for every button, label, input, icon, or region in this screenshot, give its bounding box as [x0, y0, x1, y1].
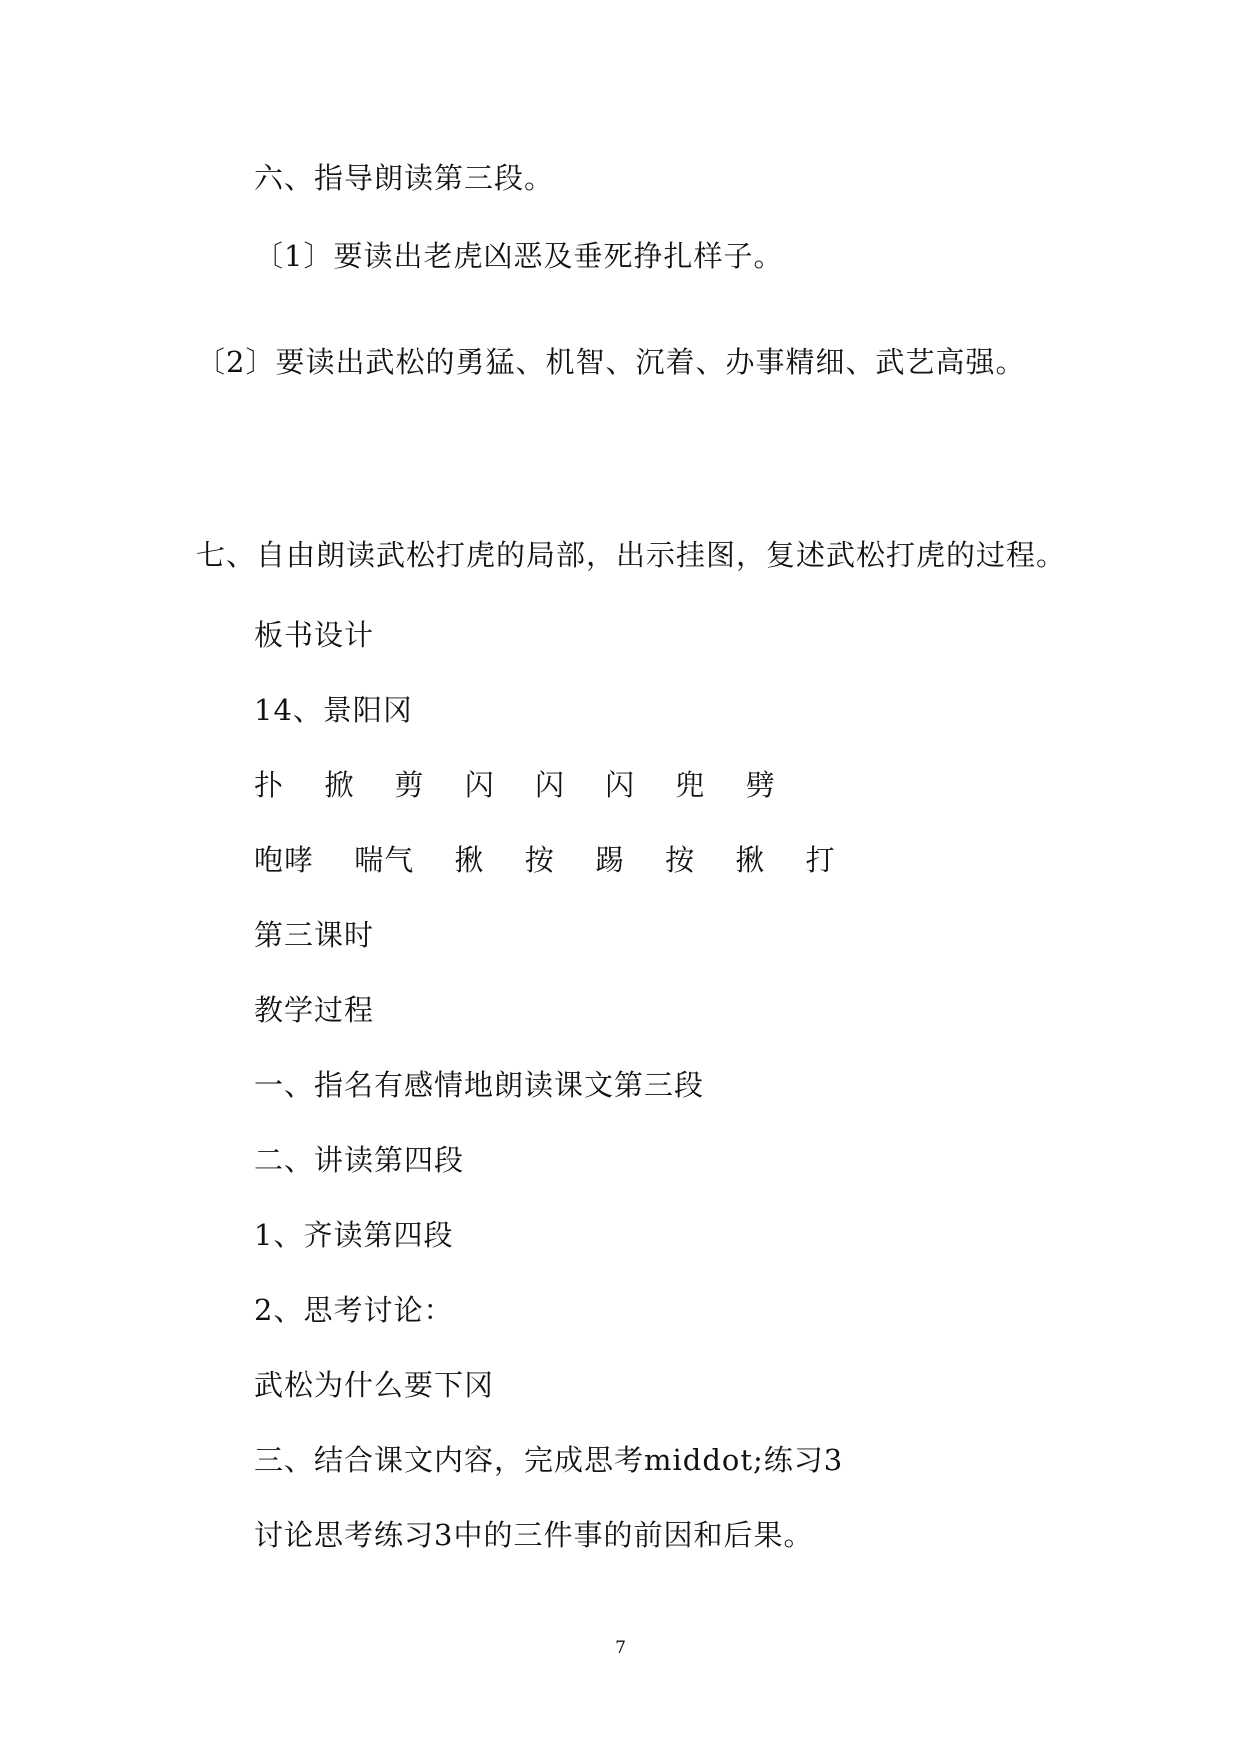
- word: 打: [805, 843, 836, 877]
- word: 按: [524, 843, 555, 877]
- blackboard-words-row-2: [254, 840, 836, 880]
- discussion-question: 武松为什么要下冈: [254, 1368, 495, 1402]
- step-two: 二、讲读第四段: [254, 1143, 465, 1177]
- word: 踢: [594, 843, 625, 877]
- blackboard-words-row-1: [254, 765, 776, 805]
- word: 揪: [454, 843, 485, 877]
- third-lesson-heading: 第三课时: [254, 918, 375, 952]
- word: 咆哮: [254, 843, 315, 877]
- word: 揪: [735, 843, 766, 877]
- word: 兜: [675, 768, 706, 802]
- word: 闪: [464, 768, 495, 802]
- reading-point-1: 〔1〕要读出老虎凶恶及垂死挣扎样子。: [254, 239, 784, 273]
- word: 剪: [394, 768, 425, 802]
- page-number: 7: [615, 1638, 626, 1658]
- reading-point-2: 〔2〕要读出武松的勇猛、机智、沉着、办事精细、武艺高强。: [196, 345, 1026, 379]
- teaching-process-heading: 教学过程: [254, 993, 375, 1027]
- step-three: 三、结合课文内容，完成思考middot;练习3: [254, 1443, 844, 1477]
- step-one: 一、指名有感情地朗读课文第三段: [254, 1068, 705, 1102]
- word: 闪: [534, 768, 565, 802]
- word: 闪: [605, 768, 636, 802]
- word: 按: [665, 843, 696, 877]
- step-three-discussion: 讨论思考练习3中的三件事的前因和后果。: [254, 1518, 814, 1552]
- word: 劈: [745, 768, 776, 802]
- word: 扑: [254, 768, 285, 802]
- word: 喘气: [354, 843, 415, 877]
- step-two-item-2: 2、思考讨论：: [254, 1293, 454, 1327]
- blackboard-design-heading: 板书设计: [254, 618, 375, 652]
- section-six-heading: 六、指导朗读第三段。: [254, 161, 555, 195]
- word: 掀: [324, 768, 355, 802]
- lesson-title: 14、景阳冈: [254, 693, 413, 727]
- step-two-item-1: 1、齐读第四段: [254, 1218, 454, 1252]
- section-seven-heading: 七、自由朗读武松打虎的局部，出示挂图，复述武松打虎的过程。: [196, 538, 1067, 572]
